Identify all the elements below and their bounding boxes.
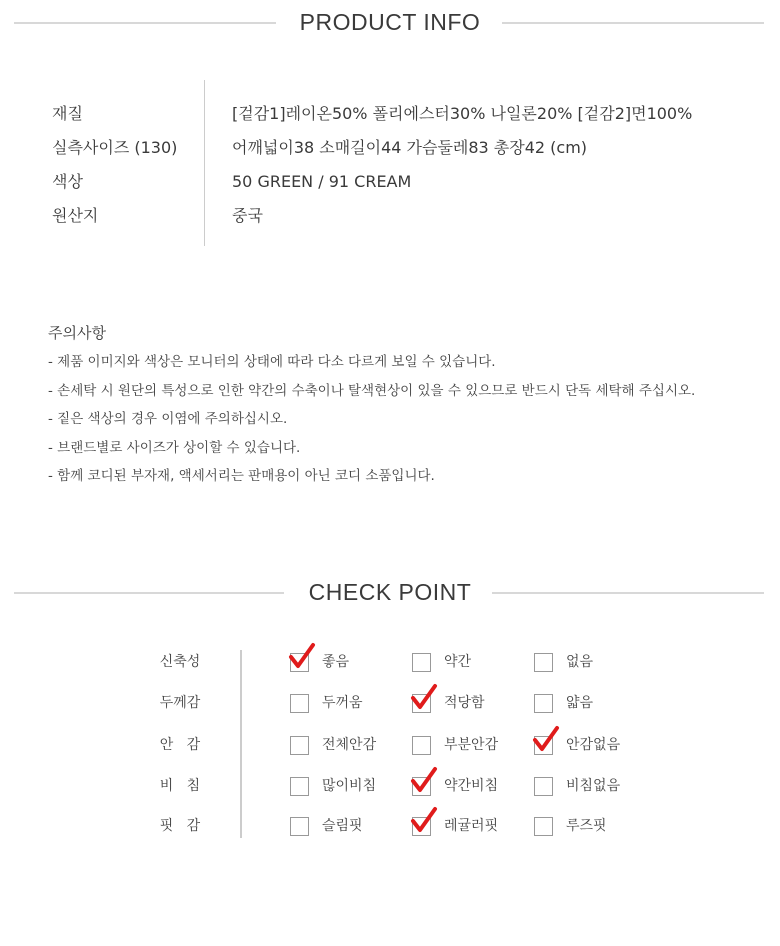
checkbox[interactable] (534, 694, 553, 713)
check-point-row (0, 806, 780, 846)
check-option-label: 안감없음 (566, 737, 621, 753)
info-value: [겉감1]레이온50% 폴리에스터30% 나일론20% [겉감2]면100% (232, 104, 693, 123)
checkmark-icon (288, 642, 316, 670)
check-option-label: 부분안감 (444, 737, 499, 753)
info-label: 재질 (52, 104, 83, 123)
checkbox[interactable] (290, 777, 309, 796)
check-option-label: 전체안감 (322, 737, 377, 753)
check-option-label: 없음 (566, 654, 594, 670)
check-point-grid (0, 640, 780, 840)
check-option-label: 약간 (444, 654, 472, 670)
checkbox[interactable] (534, 653, 553, 672)
check-point-row (0, 642, 780, 682)
header-rule-right (492, 592, 764, 594)
care-note: - 제품 이미지와 색상은 모니터의 상태에 따라 다소 다르게 보일 수 있습니다. (48, 354, 496, 370)
product-info-title: PRODUCT INFO (299, 9, 481, 35)
checkbox[interactable] (534, 817, 553, 836)
info-value: 50 GREEN / 91 CREAM (232, 172, 412, 191)
check-option-label: 얇음 (566, 695, 594, 711)
care-notes-title: 주의사항 (48, 324, 106, 342)
checkbox[interactable] (534, 777, 553, 796)
check-point-label: 안 감 (159, 737, 201, 753)
info-value: 중국 (232, 206, 263, 225)
info-value: 어깨넓이38 소매길이44 가슴둘레83 총장42 (cm) (232, 138, 588, 157)
check-point-title: CHECK POINT (308, 579, 472, 605)
product-info-table (52, 80, 752, 246)
info-row-origin (52, 201, 752, 231)
checkmark-icon (410, 806, 438, 834)
check-point-row (0, 725, 780, 765)
info-row-color (52, 167, 752, 197)
care-note: - 짙은 색상의 경우 이염에 주의하십시오. (48, 411, 288, 427)
check-point-header (0, 572, 780, 612)
check-point-label: 핏 감 (159, 818, 201, 834)
checkbox[interactable] (412, 653, 431, 672)
info-row-size (52, 133, 752, 163)
care-note: - 손세탁 시 원단의 특성으로 인한 약간의 수축이나 탈색현상이 있을 수 있으므로 반드시 단독 세탁해 주십시오. (48, 382, 696, 399)
checkmark-icon (410, 683, 438, 711)
checkmark-icon (532, 725, 560, 753)
check-option-label: 많이비침 (322, 778, 377, 794)
check-option-label: 적당함 (444, 695, 485, 711)
check-option-label: 루즈핏 (566, 818, 607, 834)
check-point-label: 신축성 (159, 654, 201, 670)
header-rule-right (502, 22, 764, 24)
check-option-label: 비침없음 (566, 778, 621, 794)
check-option-label: 두꺼움 (322, 695, 363, 711)
check-point-label: 비 침 (159, 778, 201, 794)
info-row-material (52, 99, 752, 129)
check-option-label: 좋음 (322, 654, 350, 670)
check-option-label: 약간비침 (444, 778, 499, 794)
care-notes (48, 320, 748, 491)
info-label: 색상 (52, 172, 83, 191)
checkmark-icon (410, 766, 438, 794)
checkbox[interactable] (412, 736, 431, 755)
check-point-row (0, 683, 780, 723)
info-label: 원산지 (52, 206, 99, 225)
checkbox[interactable] (290, 736, 309, 755)
check-option-label: 레귤러핏 (444, 818, 499, 834)
care-note: - 브랜드별로 사이즈가 상이할 수 있습니다. (48, 439, 301, 456)
product-info-header (0, 2, 780, 42)
check-point-row (0, 766, 780, 806)
checkbox[interactable] (290, 817, 309, 836)
care-note: - 함께 코디된 부자재, 액세서리는 판매용이 아닌 코디 소품입니다. (48, 468, 435, 484)
check-option-label: 슬림핏 (322, 818, 363, 834)
check-point-label: 두께감 (159, 695, 201, 711)
info-label: 실측사이즈 (130) (52, 138, 178, 157)
checkbox[interactable] (290, 694, 309, 713)
